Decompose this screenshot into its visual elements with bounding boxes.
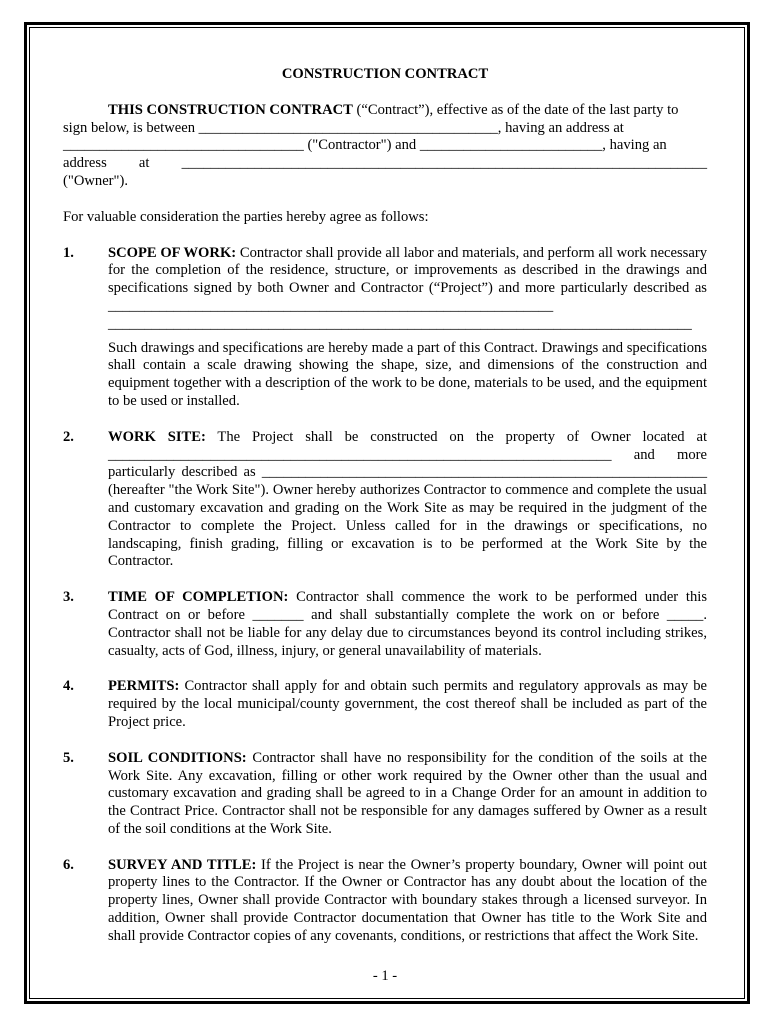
section-number: 5. <box>63 749 74 766</box>
document-content <box>63 66 707 964</box>
section-heading: PERMITS: <box>108 678 180 695</box>
section-paragraph-2: Such drawings and specifications are hereby made a part of this Contract. Drawings and specifications shall contain a scale drawing showing the shape, size, and dimensions of the construction and equipment together with a description of the work to be done, materials to be used, and the equipment to be used or installed. <box>108 339 707 409</box>
section-survey-and-title <box>63 857 707 946</box>
section-soil-conditions <box>63 750 707 839</box>
intro-paragraph <box>63 102 707 191</box>
section-text: The Project shall be constructed on the property of Owner located at _____________________________________________________________________ and more particularly described as _____________________________________________________________ (hereafter "the Work Site"). Owner hereby authorizes Contractor to commence and complete the usual and customary excavation and grading on the Work Site as may be required in the judgment of the Contractor to complete the Project. Unless called for in the drawings or specifications, no landscaping, finish grading, filling or excavation is to be performed at the Work Site by the Contractor. <box>108 428 707 570</box>
intro-lead: THIS CONSTRUCTION CONTRACT <box>108 101 353 118</box>
intro-line-1: (“Contract”), effective as of the date of the last party to <box>352 101 679 118</box>
section-scope-of-work <box>63 245 707 411</box>
section-heading: WORK SITE: <box>108 428 206 445</box>
section-number: 2. <box>63 428 74 445</box>
section-number: 1. <box>63 244 74 261</box>
section-work-site <box>63 429 707 571</box>
preamble: For valuable consideration the parties hereby agree as follows: <box>63 208 429 225</box>
section-number: 6. <box>63 856 74 873</box>
section-heading: SCOPE OF WORK: <box>108 244 237 261</box>
section-text: Contractor shall have no responsibility for the condition of the soils at the Work Site. Any excavation, filling or other work required by the Owner other than the usual and customary excavation and grading shall be agreed to in a Change Order for an amount in addition to the Contract Price. Contractor shall not be responsible for any damages suffered by Owner as a result of the soil conditions at the Work Site. <box>108 749 707 837</box>
section-blank-line: ________________________________________________________________________________ <box>108 315 692 332</box>
section-number: 3. <box>63 589 74 606</box>
section-heading: TIME OF COMPLETION: <box>108 589 289 606</box>
section-permits <box>63 678 707 731</box>
document-title: CONSTRUCTION CONTRACT <box>281 66 489 82</box>
section-heading: SURVEY AND TITLE: <box>108 856 257 873</box>
section-heading: SOIL CONDITIONS: <box>108 749 247 766</box>
intro-line-3: _________________________________ ("Contractor") and _________________________, having an <box>63 137 667 154</box>
page-number: - 1 - <box>372 968 398 984</box>
section-text: Contractor shall commence the work to be performed under this Contract on or before _______ and shall substantially complete the work on or before _____. Contractor shall not be liable for any delay due to circumstances beyond its control including strikes, casualty, acts of God, illness, injury, or general unavailability of materials. <box>108 589 707 659</box>
intro-line-4: address at ________________________________________________________________________ ("Owner"). <box>63 155 707 189</box>
section-text: Contractor shall provide all labor and materials, and perform all work necessary for the completion of the residence, structure, or improvements as described in the drawings and specifications signed by both Owner and Contractor (“Project”) and more particularly described as _____________________________________________________________ <box>108 244 707 314</box>
section-number: 4. <box>63 678 74 695</box>
intro-line-2: sign below, is between _________________________________________, having an address at <box>63 119 624 136</box>
section-time-of-completion <box>63 589 707 660</box>
section-text: If the Project is near the Owner’s property boundary, Owner will point out property lines to the Contractor. If the Owner or Contractor has any doubt about the location of the property lines, Owner shall provide Contractor with boundary stakes through a licensed surveyor. In addition, Owner shall provide Contractor documentation that Owner has title to the Work Site and shall provide Contractor copies of any covenants, conditions, or restrictions that affect the Work Site. <box>108 856 707 944</box>
section-text: Contractor shall apply for and obtain such permits and regulatory approvals as may be required by the local municipal/county government, the cost thereof shall be included as part of the Project price. <box>108 678 707 730</box>
